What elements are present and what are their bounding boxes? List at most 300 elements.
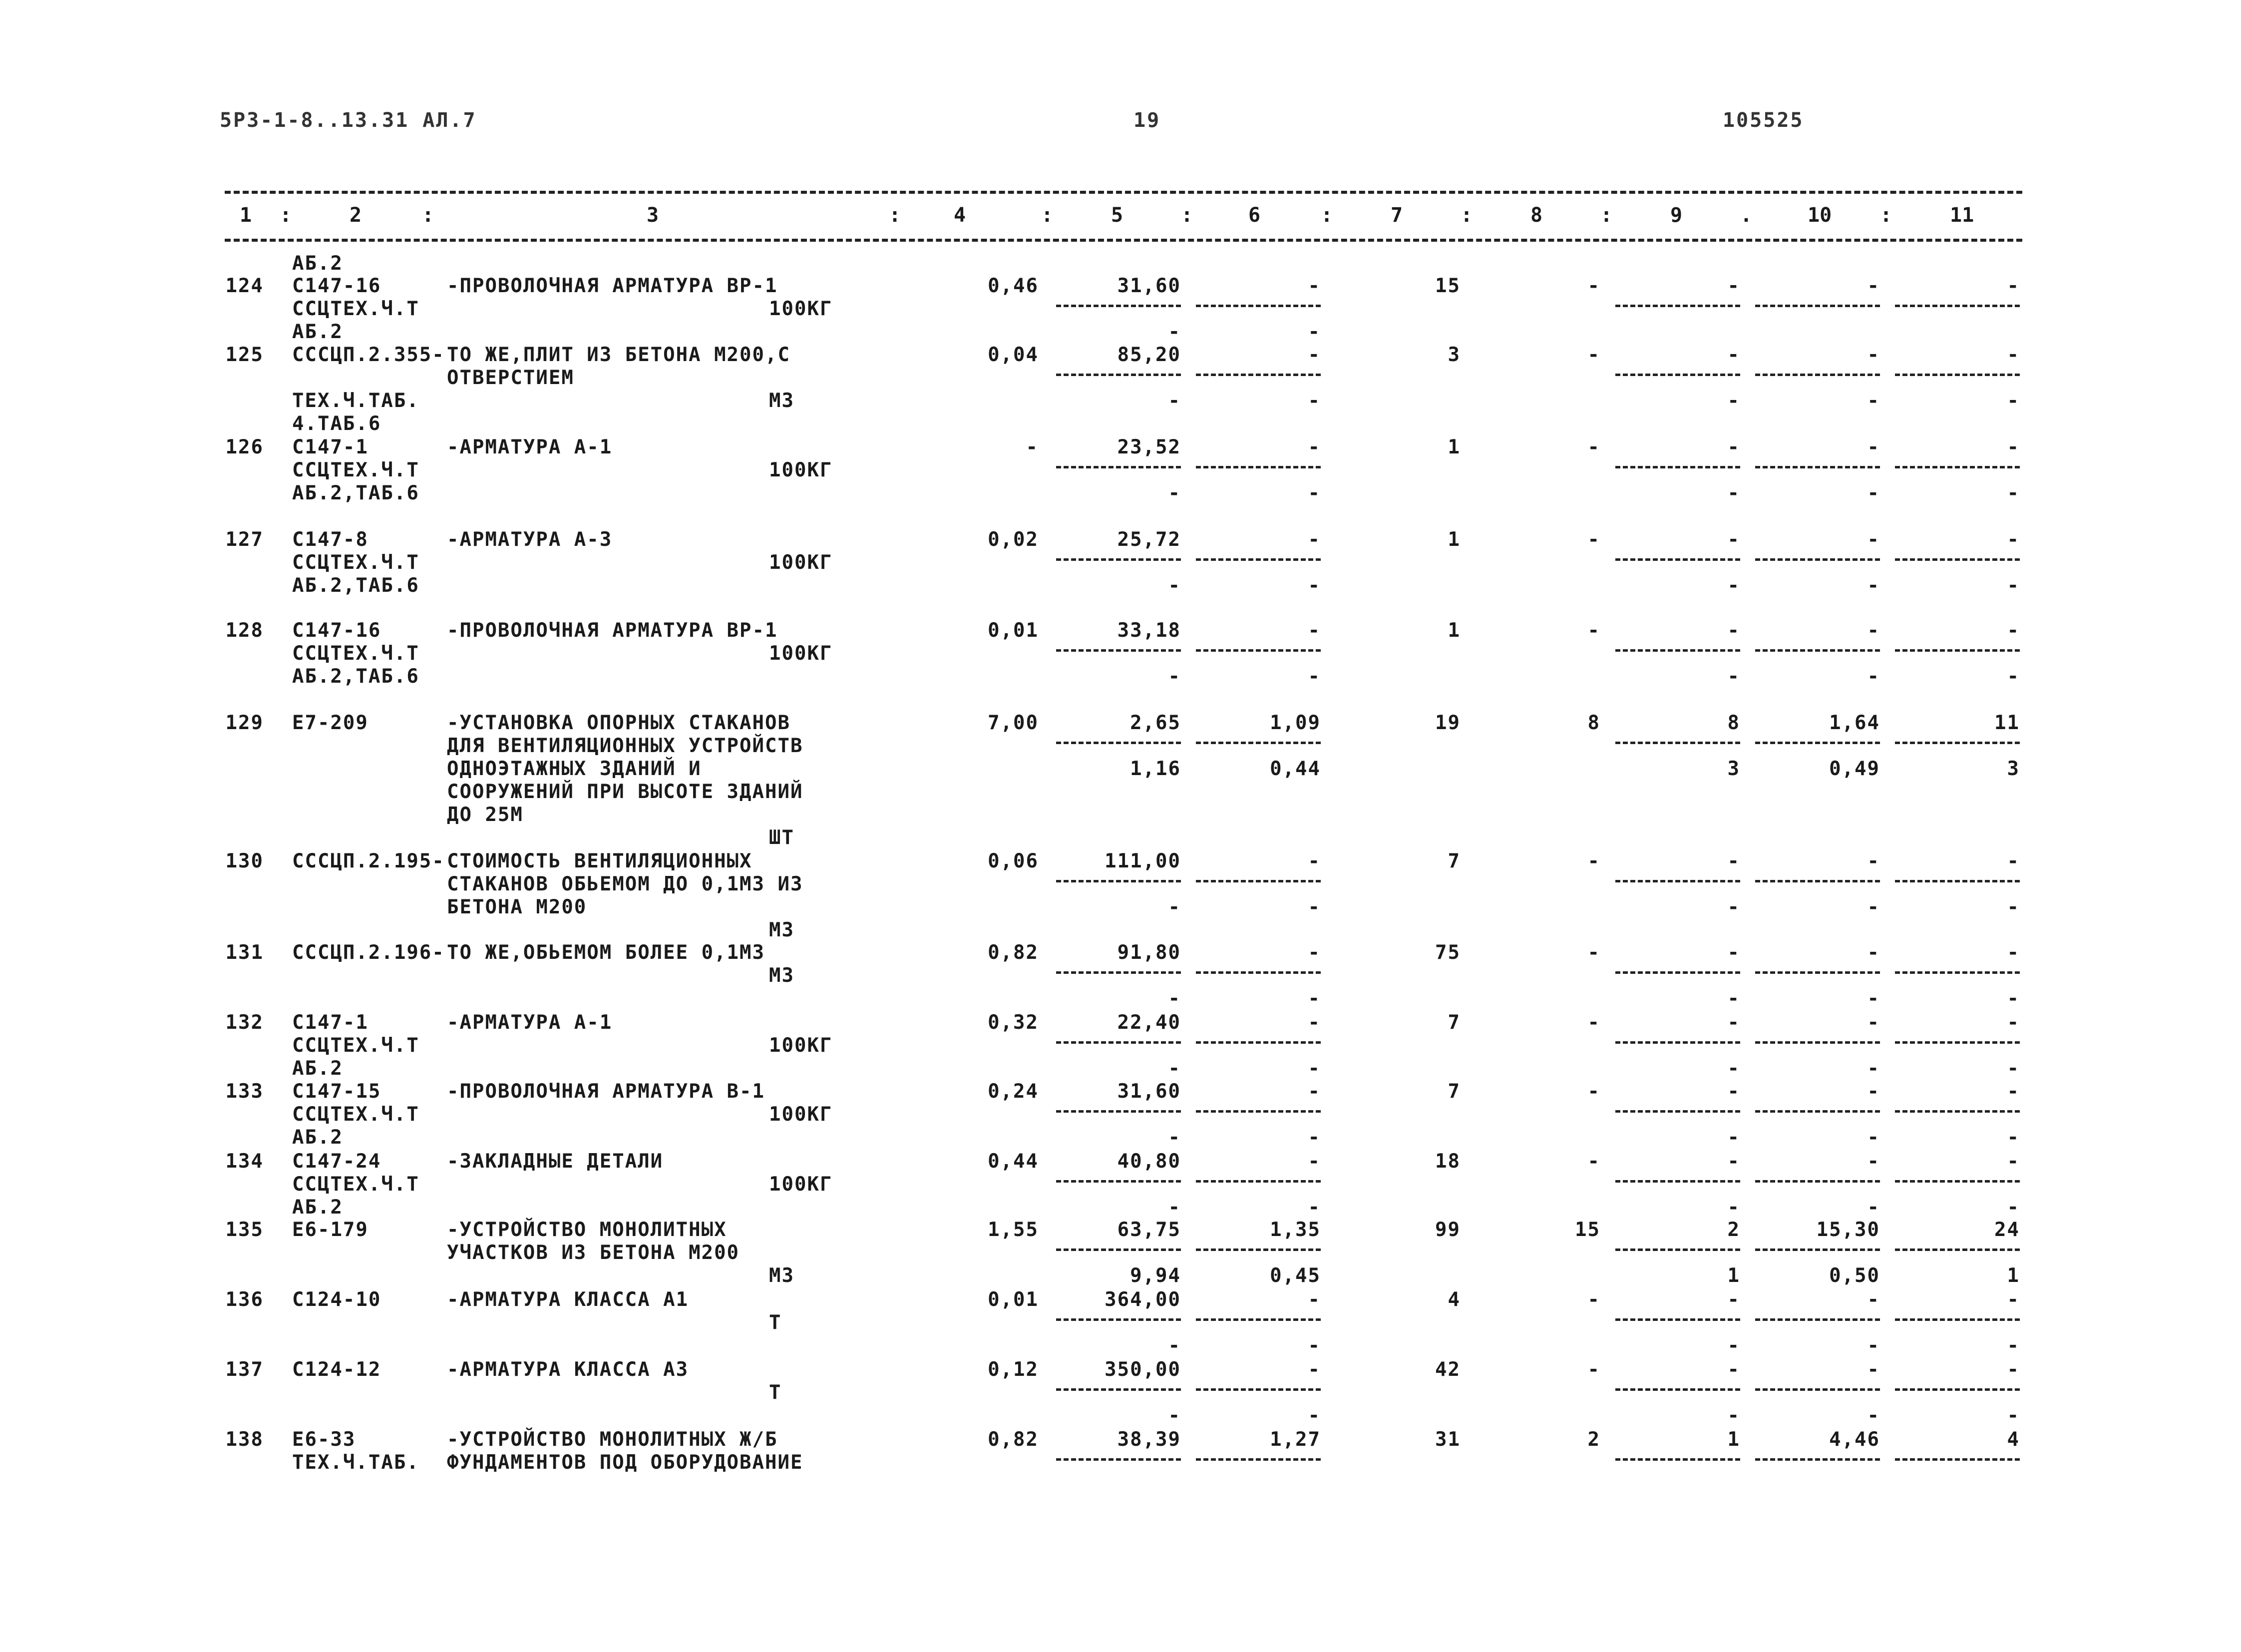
- separator-9: [1615, 649, 1740, 652]
- row-name: -АРМАТУРА КЛАССА А1: [447, 1288, 689, 1311]
- separator-9: [1615, 1248, 1740, 1251]
- cell-c10: -: [1867, 1150, 1880, 1173]
- separator-9: [1615, 558, 1740, 561]
- cell-c10: -: [1867, 275, 1880, 297]
- separator-5: [1056, 1318, 1181, 1321]
- row-unit: ШТ: [769, 826, 794, 849]
- sub-cell-10: -: [1867, 1334, 1880, 1357]
- sub-cell-6: -: [1308, 390, 1321, 412]
- cell-c8: -: [1587, 941, 1600, 964]
- separator-11: [1895, 880, 2020, 882]
- sub-cell-9: -: [1727, 896, 1740, 918]
- separator-5: [1056, 1180, 1181, 1183]
- sub-cell-6: -: [1308, 1196, 1321, 1219]
- row-name: -УСТРОЙСТВО МОНОЛИТНЫХ Ж/Б ФУНДАМЕНТОВ ПОД ОБОРУДОВАНИЕ: [447, 1428, 803, 1474]
- separator-6: [1196, 1458, 1321, 1461]
- cell-c11: -: [2007, 1150, 2020, 1173]
- sub-cell-9: -: [1727, 390, 1740, 412]
- cell-c6: -: [1308, 1358, 1321, 1381]
- cell-c10: -: [1867, 941, 1880, 964]
- separator-10: [1755, 1110, 1880, 1113]
- row-unit: 100КГ: [769, 551, 833, 574]
- cell-c7: 19: [1435, 712, 1461, 734]
- separator-11: [1895, 466, 2020, 468]
- separator-9: [1615, 466, 1740, 468]
- cell-c5: 350,00: [1105, 1358, 1181, 1381]
- separator-9: [1615, 305, 1740, 307]
- cell-c5: 85,20: [1117, 344, 1181, 366]
- col-sep: .: [1740, 204, 1753, 227]
- sub-cell-6: 0,44: [1270, 758, 1321, 780]
- col-sep: :: [1321, 204, 1333, 227]
- page-number: 19: [1133, 109, 1161, 132]
- cell-c6: -: [1308, 275, 1321, 297]
- cell-c11: -: [2007, 1080, 2020, 1103]
- cell-c10: -: [1867, 344, 1880, 366]
- cell-c9: -: [1727, 1288, 1740, 1311]
- separator-9: [1615, 1180, 1740, 1183]
- separator-5: [1056, 1388, 1181, 1391]
- sub-cell-11: -: [2007, 1126, 2020, 1149]
- sub-cell-5: -: [1168, 1196, 1181, 1219]
- col-sep: :: [1181, 204, 1193, 227]
- cell-c11: -: [2007, 941, 2020, 964]
- row-number: 126: [225, 436, 264, 458]
- separator-10: [1755, 880, 1880, 882]
- separator-6: [1196, 742, 1321, 744]
- row-name: -УСТАНОВКА ОПОРНЫХ СТАКАНОВ ДЛЯ ВЕНТИЛЯЦИОННЫХ УСТРОЙСТВ ОДНОЭТАЖНЫХ ЗДАНИЙ И СООРУЖЕНИЙ ПРИ ВЫСОТЕ ЗДАНИЙ ДО 25М: [447, 712, 803, 826]
- cell-c5: 33,18: [1117, 619, 1181, 642]
- cell-c8: -: [1587, 275, 1600, 297]
- separator-11: [1895, 1318, 2020, 1321]
- row-number: 136: [225, 1288, 264, 1311]
- sub-cell-9: -: [1727, 1126, 1740, 1149]
- sub-cell-10: 0,49: [1829, 758, 1880, 780]
- cell-c5: 38,39: [1117, 1428, 1181, 1451]
- sub-cell-6: -: [1308, 1126, 1321, 1149]
- separator-6: [1196, 1248, 1321, 1251]
- separator-11: [1895, 558, 2020, 561]
- sub-cell-10: 0,50: [1829, 1264, 1880, 1287]
- cell-c8: -: [1587, 619, 1600, 642]
- cell-c7: 3: [1448, 344, 1461, 366]
- cell-c9: -: [1727, 619, 1740, 642]
- row-code: СССЦП.2.195-: [292, 850, 445, 872]
- separator-11: [1895, 1041, 2020, 1044]
- cell-c11: -: [2007, 619, 2020, 642]
- separator-9: [1615, 880, 1740, 882]
- cell-c11: -: [2007, 436, 2020, 458]
- row-number: 129: [225, 712, 264, 734]
- row-number: 127: [225, 528, 264, 551]
- sub-cell-10: -: [1867, 1126, 1880, 1149]
- row-code: С147-16 ССЦТЕХ.Ч.Т АБ.2,ТАБ.6: [292, 619, 419, 688]
- cell-c8: -: [1587, 1011, 1600, 1034]
- cell-c8: -: [1587, 850, 1600, 872]
- cell-c5: 25,72: [1117, 528, 1181, 551]
- row-code: С147-15 ССЦТЕХ.Ч.Т АБ.2: [292, 1080, 419, 1149]
- cell-c10: -: [1867, 528, 1880, 551]
- row-number: 137: [225, 1358, 264, 1381]
- cell-c7: 1: [1448, 528, 1461, 551]
- cell-c9: 8: [1727, 712, 1740, 734]
- cell-c6: 1,27: [1270, 1428, 1321, 1451]
- document-number: 105525: [1723, 109, 1804, 132]
- separator-5: [1056, 742, 1181, 744]
- separator-6: [1196, 971, 1321, 974]
- cell-c11: -: [2007, 1011, 2020, 1034]
- cell-c7: 42: [1435, 1358, 1461, 1381]
- separator-9: [1615, 742, 1740, 744]
- cell-c7: 18: [1435, 1150, 1461, 1173]
- separator-6: [1196, 880, 1321, 882]
- cell-c7: 7: [1448, 1080, 1461, 1103]
- col-sep: :: [280, 204, 292, 227]
- cell-c4: 0,01: [988, 619, 1039, 642]
- sub-cell-11: -: [2007, 1404, 2020, 1427]
- cell-c6: -: [1308, 941, 1321, 964]
- col-num-9: 9: [1670, 204, 1683, 227]
- separator-5: [1056, 1041, 1181, 1044]
- separator-6: [1196, 558, 1321, 561]
- cell-c4: 0,32: [988, 1011, 1039, 1034]
- col-sep: :: [1600, 204, 1613, 227]
- sub-cell-10: -: [1867, 574, 1880, 597]
- row-code: АБ.2: [292, 252, 343, 275]
- row-unit: 100КГ: [769, 1173, 833, 1196]
- row-code: Е6-179: [292, 1219, 369, 1241]
- sub-cell-6: 0,45: [1270, 1264, 1321, 1287]
- cell-c8: -: [1587, 344, 1600, 366]
- cell-c8: 15: [1575, 1219, 1600, 1241]
- row-name: -АРМАТУРА КЛАССА А3: [447, 1358, 689, 1381]
- row-number: 124: [225, 275, 264, 297]
- cell-c11: 11: [1994, 712, 2020, 734]
- separator-10: [1755, 374, 1880, 376]
- sub-cell-9: -: [1727, 1404, 1740, 1427]
- sub-cell-6: -: [1308, 896, 1321, 918]
- cell-c8: -: [1587, 1150, 1600, 1173]
- sub-cell-11: -: [2007, 1196, 2020, 1219]
- sub-cell-11: -: [2007, 987, 2020, 1010]
- separator-9: [1615, 971, 1740, 974]
- cell-c9: -: [1727, 1150, 1740, 1173]
- cell-c6: 1,35: [1270, 1219, 1321, 1241]
- cell-c5: 40,80: [1117, 1150, 1181, 1173]
- sub-cell-9: -: [1727, 482, 1740, 504]
- sub-cell-5: 9,94: [1130, 1264, 1181, 1287]
- row-name: -ПРОВОЛОЧНАЯ АРМАТУРА ВР-1: [447, 619, 778, 642]
- cell-c6: -: [1308, 850, 1321, 872]
- separator-9: [1615, 1458, 1740, 1461]
- row-code: С147-16 ССЦТЕХ.Ч.Т АБ.2: [292, 275, 419, 343]
- cell-c5: 91,80: [1117, 941, 1181, 964]
- cell-c9: -: [1727, 344, 1740, 366]
- row-name: СТОИМОСТЬ ВЕНТИЛЯЦИОННЫХ СТАКАНОВ ОБЬЕМОМ ДО 0,1М3 ИЗ БЕТОНА М200: [447, 850, 803, 918]
- cell-c4: 0,06: [988, 850, 1039, 872]
- row-code: Е6-33 ТЕХ.Ч.ТАБ.: [292, 1428, 419, 1474]
- col-num-7: 7: [1391, 204, 1403, 227]
- sub-cell-11: -: [2007, 574, 2020, 597]
- cell-c4: 0,02: [988, 528, 1039, 551]
- cell-c5: 2,65: [1130, 712, 1181, 734]
- cell-c4: 0,12: [988, 1358, 1039, 1381]
- separator-11: [1895, 1458, 2020, 1461]
- cell-c9: -: [1727, 275, 1740, 297]
- cell-c6: 1,09: [1270, 712, 1321, 734]
- cell-c4: 0,24: [988, 1080, 1039, 1103]
- cell-c7: 1: [1448, 619, 1461, 642]
- cell-c6: -: [1308, 1150, 1321, 1173]
- row-code: СССЦП.2.196-: [292, 941, 445, 964]
- row-number: 135: [225, 1219, 264, 1241]
- separator-11: [1895, 1180, 2020, 1183]
- sub-cell-10: -: [1867, 1404, 1880, 1427]
- separator-10: [1755, 466, 1880, 468]
- separator-6: [1196, 649, 1321, 652]
- sub-cell-9: 1: [1727, 1264, 1740, 1287]
- cell-c11: -: [2007, 1288, 2020, 1311]
- separator-6: [1196, 1388, 1321, 1391]
- cell-c5: 31,60: [1117, 275, 1181, 297]
- cell-c7: 15: [1435, 275, 1461, 297]
- row-unit: Т: [769, 1381, 782, 1404]
- col-num-1: 1: [240, 204, 252, 227]
- separator-11: [1895, 1388, 2020, 1391]
- cell-c5: 31,60: [1117, 1080, 1181, 1103]
- cell-c4: 0,01: [988, 1288, 1039, 1311]
- cell-c7: 4: [1448, 1288, 1461, 1311]
- row-name: -ПРОВОЛОЧНАЯ АРМАТУРА ВР-1: [447, 275, 778, 297]
- sub-cell-9: -: [1727, 987, 1740, 1010]
- cell-c11: 24: [1994, 1219, 2020, 1241]
- separator-10: [1755, 1388, 1880, 1391]
- row-unit: Т: [769, 1311, 782, 1334]
- row-unit: 100КГ: [769, 1034, 833, 1057]
- separator-11: [1895, 1110, 2020, 1113]
- row-code: С124-10: [292, 1288, 381, 1311]
- row-number: 128: [225, 619, 264, 642]
- row-name: -АРМАТУРА А-3: [447, 528, 613, 551]
- sub-cell-5: -: [1168, 1404, 1181, 1427]
- cell-c8: 2: [1587, 1428, 1600, 1451]
- row-unit: 100КГ: [769, 459, 833, 481]
- row-name: -УСТРОЙСТВО МОНОЛИТНЫХ УЧАСТКОВ ИЗ БЕТОНА М200: [447, 1219, 740, 1264]
- col-num-3: 3: [647, 204, 659, 227]
- cell-c9: -: [1727, 1358, 1740, 1381]
- cell-c6: -: [1308, 436, 1321, 458]
- cell-c8: -: [1587, 1080, 1600, 1103]
- sub-cell-11: 3: [2007, 758, 2020, 780]
- cell-c11: -: [2007, 850, 2020, 872]
- cell-c10: -: [1867, 1358, 1880, 1381]
- separator-11: [1895, 742, 2020, 744]
- separator-5: [1056, 558, 1181, 561]
- sub-cell-10: -: [1867, 987, 1880, 1010]
- separator-9: [1615, 1110, 1740, 1113]
- separator-10: [1755, 971, 1880, 974]
- row-unit: 100КГ: [769, 298, 833, 320]
- col-sep: :: [1880, 204, 1892, 227]
- separator-10: [1755, 1248, 1880, 1251]
- sub-cell-5: -: [1168, 1334, 1181, 1357]
- separator-11: [1895, 649, 2020, 652]
- cell-c10: -: [1867, 1011, 1880, 1034]
- row-unit: М3: [769, 390, 794, 412]
- cell-c11: -: [2007, 528, 2020, 551]
- cell-c10: -: [1867, 850, 1880, 872]
- col-num-5: 5: [1111, 204, 1123, 227]
- separator-10: [1755, 1458, 1880, 1461]
- separator-6: [1196, 1180, 1321, 1183]
- row-name: -АРМАТУРА А-1: [447, 436, 613, 458]
- col-num-11: 11: [1950, 204, 1974, 227]
- cell-c10: -: [1867, 436, 1880, 458]
- row-number: 133: [225, 1080, 264, 1103]
- cell-c5: 63,75: [1117, 1219, 1181, 1241]
- sub-cell-5: -: [1168, 896, 1181, 918]
- separator-5: [1056, 1248, 1181, 1251]
- sub-cell-11: -: [2007, 482, 2020, 504]
- separator-10: [1755, 1180, 1880, 1183]
- cell-c8: -: [1587, 1288, 1600, 1311]
- cell-c9: -: [1727, 528, 1740, 551]
- separator-10: [1755, 1318, 1880, 1321]
- sub-cell-6: -: [1308, 321, 1321, 343]
- sub-cell-9: -: [1727, 1334, 1740, 1357]
- sub-cell-6: -: [1308, 574, 1321, 597]
- sub-cell-11: -: [2007, 1334, 2020, 1357]
- row-number: 134: [225, 1150, 264, 1173]
- sub-cell-11: -: [2007, 390, 2020, 412]
- cell-c11: -: [2007, 344, 2020, 366]
- col-sep: :: [1041, 204, 1054, 227]
- sub-cell-6: -: [1308, 1404, 1321, 1427]
- row-code: С147-1 ССЦТЕХ.Ч.Т АБ.2,ТАБ.6: [292, 436, 419, 504]
- cell-c9: -: [1727, 1011, 1740, 1034]
- cell-c9: -: [1727, 941, 1740, 964]
- sub-cell-5: -: [1168, 482, 1181, 504]
- sub-cell-5: -: [1168, 574, 1181, 597]
- cell-c10: -: [1867, 1080, 1880, 1103]
- col-sep: :: [1461, 204, 1473, 227]
- sub-cell-5: 1,16: [1130, 758, 1181, 780]
- separator-9: [1615, 1318, 1740, 1321]
- row-code: С147-24 ССЦТЕХ.Ч.Т АБ.2: [292, 1150, 419, 1219]
- cell-c6: -: [1308, 1011, 1321, 1034]
- cell-c11: 4: [2007, 1428, 2020, 1451]
- cell-c10: 15,30: [1816, 1219, 1880, 1241]
- sub-cell-10: -: [1867, 1057, 1880, 1080]
- sub-cell-5: -: [1168, 1126, 1181, 1149]
- cell-c9: -: [1727, 850, 1740, 872]
- cell-c4: 0,82: [988, 941, 1039, 964]
- row-unit: М3: [769, 964, 794, 987]
- separator-10: [1755, 558, 1880, 561]
- separator-6: [1196, 305, 1321, 307]
- col-sep: :: [422, 204, 434, 227]
- cell-c7: 75: [1435, 941, 1461, 964]
- sub-cell-9: 3: [1727, 758, 1740, 780]
- cell-c4: -: [1026, 436, 1039, 458]
- cell-c8: -: [1587, 1358, 1600, 1381]
- cell-c11: -: [2007, 1358, 2020, 1381]
- cell-c8: 8: [1587, 712, 1600, 734]
- cell-c7: 31: [1435, 1428, 1461, 1451]
- cell-c4: 1,55: [988, 1219, 1039, 1241]
- separator-11: [1895, 374, 2020, 376]
- cell-c5: 23,52: [1117, 436, 1181, 458]
- separator-6: [1196, 466, 1321, 468]
- separator-5: [1056, 374, 1181, 376]
- row-code: С124-12: [292, 1358, 381, 1381]
- cell-c6: -: [1308, 528, 1321, 551]
- col-sep: :: [889, 204, 901, 227]
- separator-5: [1056, 1458, 1181, 1461]
- separator-5: [1056, 971, 1181, 974]
- row-code: СССЦП.2.355- ТЕХ.Ч.ТАБ. 4.ТАБ.6: [292, 344, 445, 435]
- separator-6: [1196, 1110, 1321, 1113]
- separator-11: [1895, 305, 2020, 307]
- separator-9: [1615, 1041, 1740, 1044]
- sub-cell-6: -: [1308, 665, 1321, 688]
- separator-10: [1755, 1041, 1880, 1044]
- cell-c8: -: [1587, 436, 1600, 458]
- cell-c6: -: [1308, 344, 1321, 366]
- cell-c4: 0,82: [988, 1428, 1039, 1451]
- cell-c7: 7: [1448, 1011, 1461, 1034]
- sub-cell-10: -: [1867, 896, 1880, 918]
- row-number: 131: [225, 941, 264, 964]
- separator-6: [1196, 374, 1321, 376]
- cell-c6: -: [1308, 619, 1321, 642]
- row-name: ТО ЖЕ,ПЛИТ ИЗ БЕТОНА М200,С ОТВЕРСТИЕМ: [447, 344, 790, 389]
- cell-c6: -: [1308, 1288, 1321, 1311]
- cell-c5: 364,00: [1105, 1288, 1181, 1311]
- sub-cell-5: -: [1168, 390, 1181, 412]
- cell-c10: 4,46: [1829, 1428, 1880, 1451]
- cell-c5: 22,40: [1117, 1011, 1181, 1034]
- sub-cell-11: 1: [2007, 1264, 2020, 1287]
- separator-5: [1056, 1110, 1181, 1113]
- row-name: -ПРОВОЛОЧНАЯ АРМАТУРА В-1: [447, 1080, 765, 1103]
- cell-c9: 2: [1727, 1219, 1740, 1241]
- sub-cell-5: -: [1168, 987, 1181, 1010]
- cell-c6: -: [1308, 1080, 1321, 1103]
- sub-cell-9: -: [1727, 1057, 1740, 1080]
- cell-c4: 7,00: [988, 712, 1039, 734]
- separator-11: [1895, 971, 2020, 974]
- separator-9: [1615, 374, 1740, 376]
- row-unit: 100КГ: [769, 1103, 833, 1126]
- sub-cell-5: -: [1168, 321, 1181, 343]
- sub-cell-10: -: [1867, 390, 1880, 412]
- row-number: 132: [225, 1011, 264, 1034]
- sub-cell-11: -: [2007, 665, 2020, 688]
- sub-cell-9: -: [1727, 1196, 1740, 1219]
- separator-10: [1755, 649, 1880, 652]
- cell-c11: -: [2007, 275, 2020, 297]
- sub-cell-11: -: [2007, 896, 2020, 918]
- cell-c8: -: [1587, 528, 1600, 551]
- sub-cell-10: -: [1867, 665, 1880, 688]
- cell-c7: 7: [1448, 850, 1461, 872]
- row-code: Е7-209: [292, 712, 369, 734]
- separator-6: [1196, 1318, 1321, 1321]
- sub-cell-11: -: [2007, 1057, 2020, 1080]
- col-num-4: 4: [954, 204, 966, 227]
- separator-5: [1056, 649, 1181, 652]
